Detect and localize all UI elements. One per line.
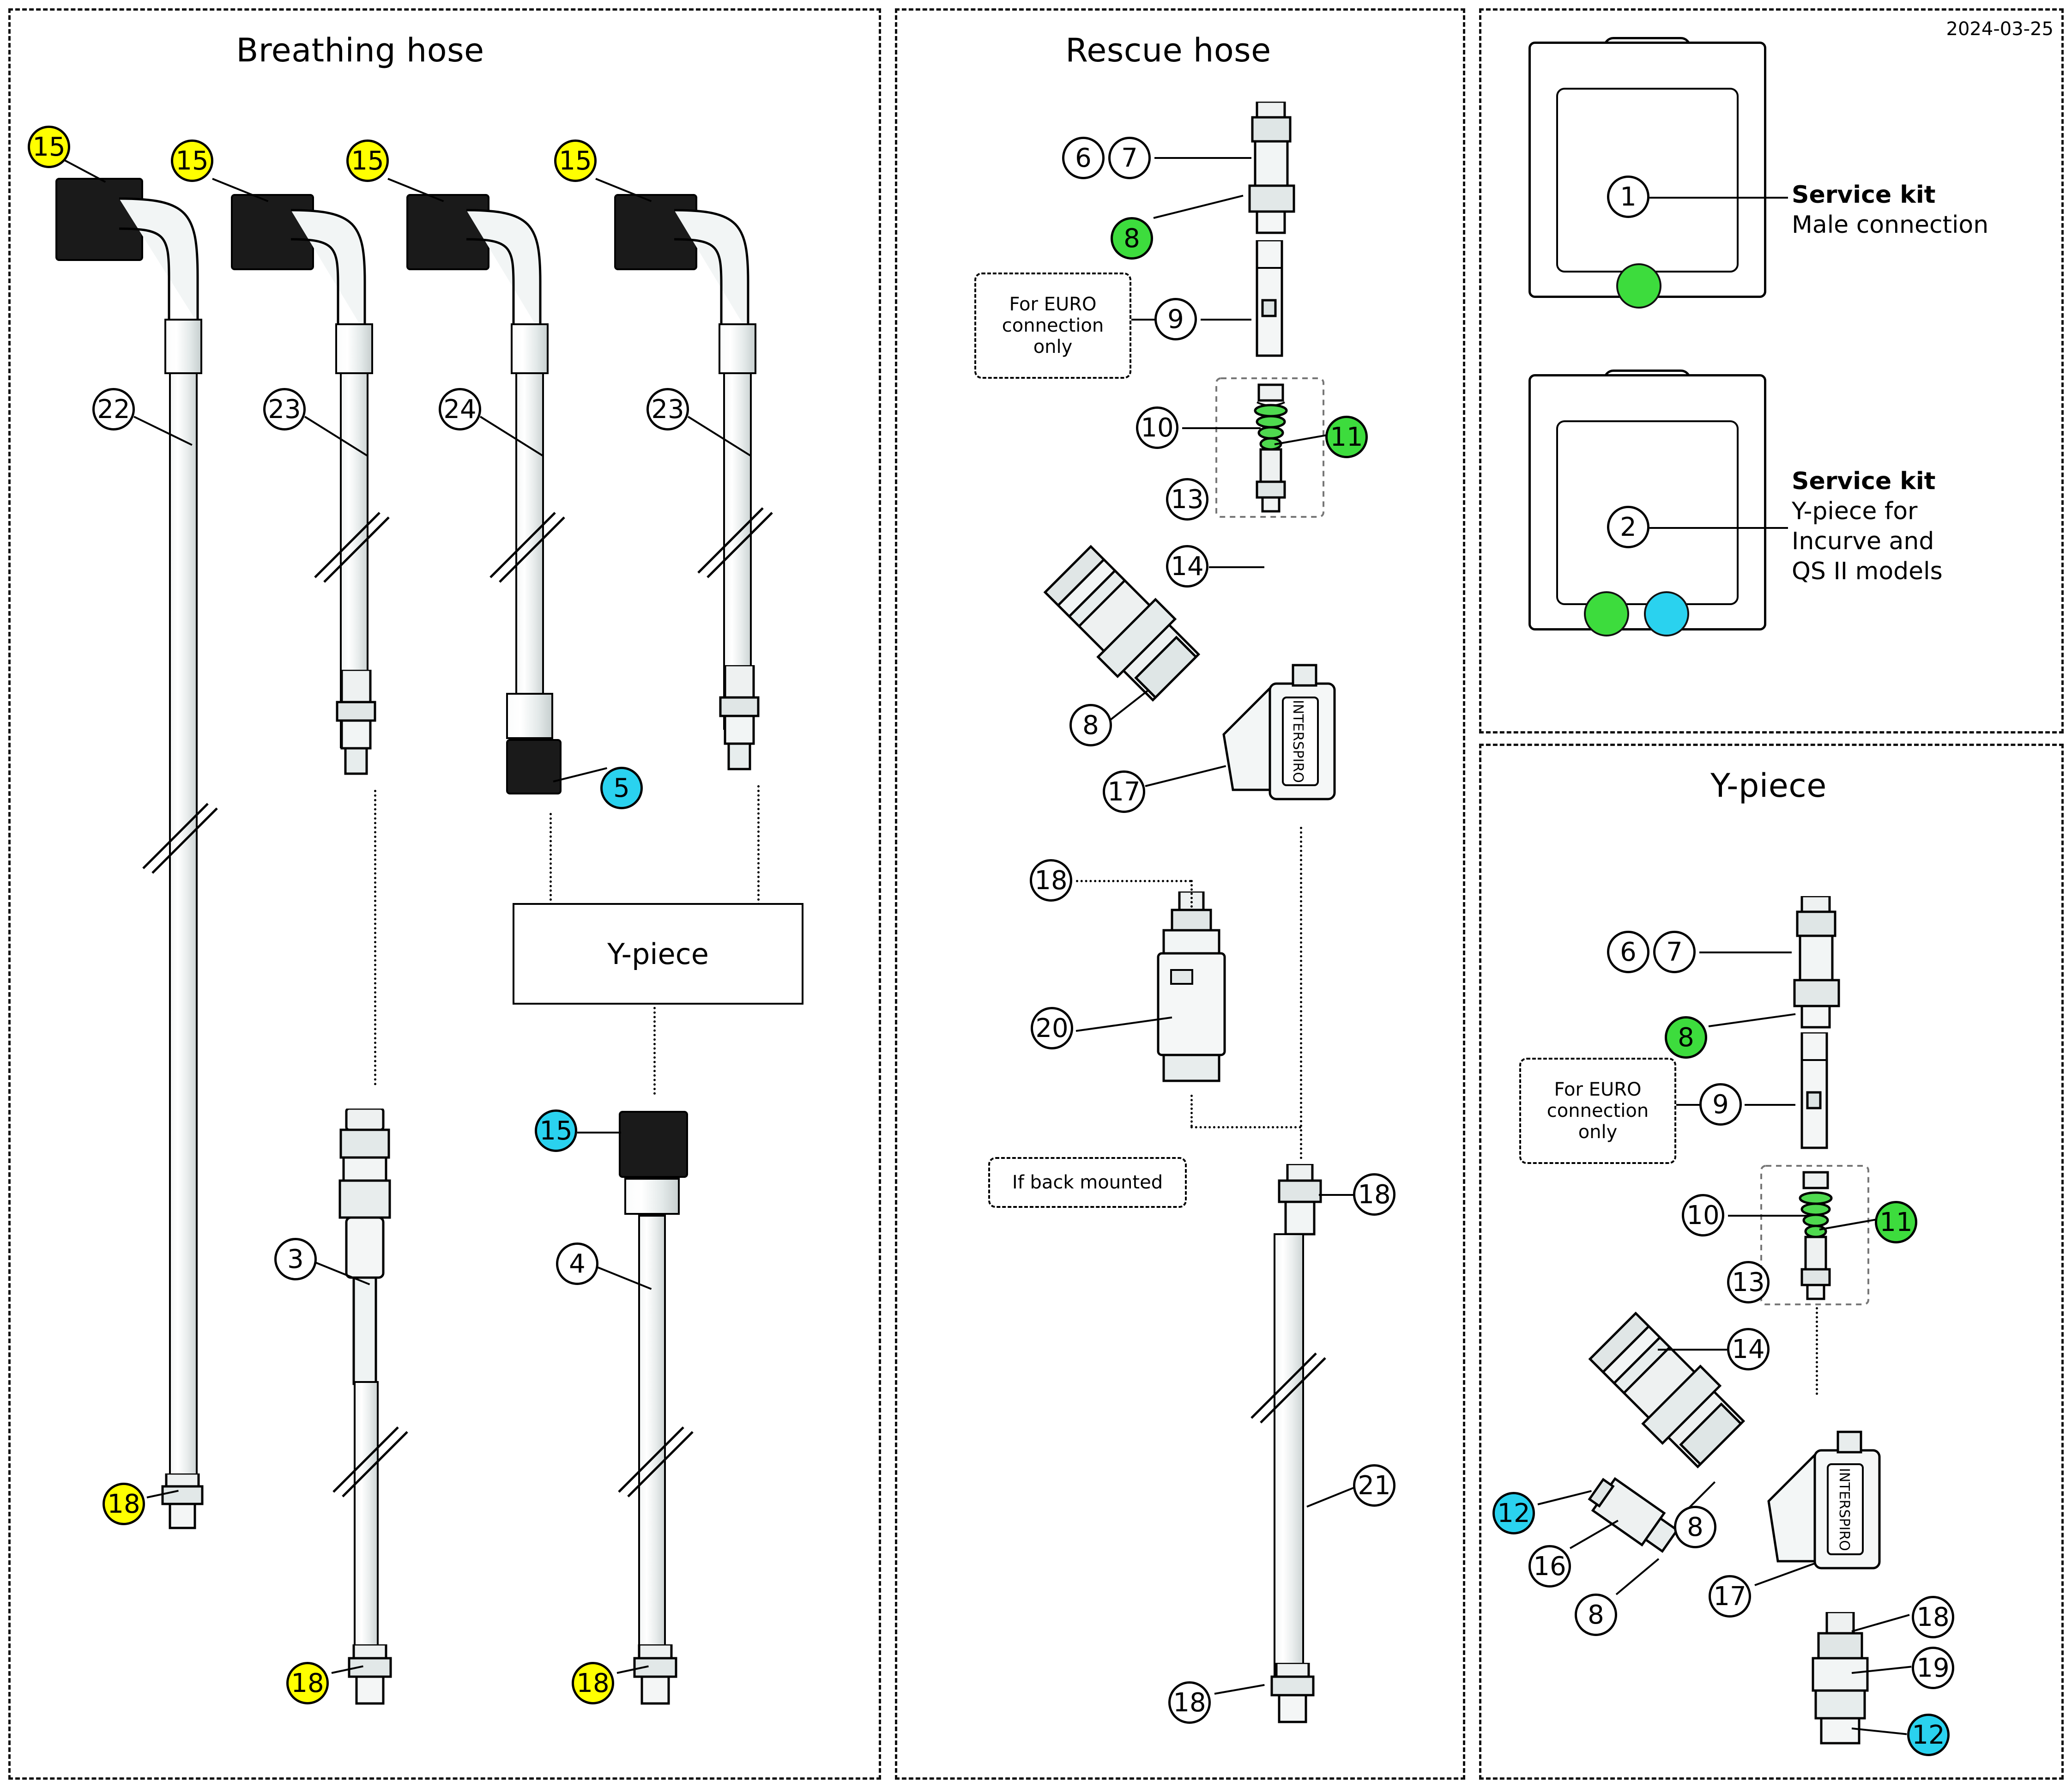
date-stamp: 2024-03-25 (1946, 18, 2054, 40)
hose4-bend (670, 199, 780, 339)
balloon-23-1[interactable]: 23 (263, 388, 306, 430)
balloon-r-18c[interactable]: 18 (1168, 1681, 1211, 1724)
hose2-break-mark (310, 508, 403, 593)
rescue-hose-end-connector (1259, 1663, 1328, 1729)
rescue-back-mounted-note: If back mounted (988, 1157, 1187, 1208)
rescue-18a-dots (1076, 880, 1191, 882)
balloon-r-18a[interactable]: 18 (1030, 859, 1072, 902)
ypiece-bottom-fitting (1792, 1612, 1893, 1762)
hose2-assembly-dots (374, 790, 376, 1085)
rescue-hose-body (1274, 1233, 1304, 1677)
balloon-18-1[interactable]: 18 (103, 1483, 145, 1525)
hose1-body (169, 319, 198, 1492)
balloon-kit1[interactable]: 1 (1607, 176, 1649, 218)
service-kit2-label (1792, 467, 2055, 587)
balloon-y-14[interactable]: 14 (1727, 1328, 1770, 1370)
balloon-y-16[interactable]: 16 (1528, 1545, 1571, 1588)
leader-r-10 (1182, 427, 1261, 429)
rescue-euro-note (974, 273, 1131, 379)
balloon-y-11[interactable]: 11 (1875, 1201, 1917, 1243)
balloon-15-2[interactable]: 15 (171, 139, 213, 182)
leader-r-14 (1209, 566, 1264, 568)
title-rescue-hose: Rescue hose (1065, 31, 1271, 69)
ypiece-euro-note (1519, 1058, 1676, 1164)
balloon-4[interactable]: 4 (556, 1243, 598, 1285)
item4-ferrule (624, 1178, 680, 1215)
hose2-bend (286, 199, 397, 339)
balloon-15-5[interactable]: 15 (535, 1109, 577, 1152)
title-y-piece-panel: Y-piece (1710, 767, 1827, 805)
hose4-upper-ferrule (719, 323, 756, 374)
hose3-lower-black-cap (506, 739, 562, 794)
rescue-20-dots-h (1190, 1126, 1301, 1128)
leader-y-10 (1728, 1215, 1809, 1217)
hose4-break-mark (694, 503, 786, 588)
hose2-lower-connector (329, 670, 384, 778)
balloon-r-8b[interactable]: 8 (1069, 704, 1112, 746)
item4-end-connector (622, 1644, 692, 1711)
hose1-lower-connector (152, 1473, 222, 1535)
balloon-y-13[interactable]: 13 (1727, 1261, 1770, 1303)
balloon-r-7[interactable]: 7 (1108, 137, 1151, 179)
balloon-23-2[interactable]: 23 (646, 388, 689, 430)
service-kit2-desc-l1: Y-piece for (1792, 497, 1918, 525)
balloon-kit2[interactable]: 2 (1607, 506, 1649, 548)
balloon-r-21[interactable]: 21 (1353, 1464, 1395, 1507)
rescue-18a-dots-v (1190, 880, 1193, 908)
balloon-22[interactable]: 22 (92, 388, 135, 430)
leader-15-5 (577, 1132, 621, 1133)
service-kit2-title: Service kit (1792, 467, 1936, 495)
hose1-upper-ferrule (164, 319, 202, 374)
hose3-lower-ferrule (506, 693, 553, 739)
rescue-hose-break-mark (1247, 1349, 1339, 1434)
kit2-green-dot (1584, 591, 1629, 636)
balloon-y-19[interactable]: 19 (1912, 1647, 1954, 1689)
leader-y-6-7 (1699, 952, 1792, 953)
balloon-r-13[interactable]: 13 (1166, 478, 1208, 521)
balloon-y-18[interactable]: 18 (1912, 1596, 1954, 1638)
item4-black-cap (619, 1111, 688, 1178)
balloon-y-10[interactable]: 10 (1682, 1194, 1724, 1236)
kit1-green-dot (1616, 263, 1661, 309)
y-piece-box: Y-piece (513, 903, 803, 1005)
balloon-15-4[interactable]: 15 (554, 139, 597, 182)
hose3-upper-ferrule (511, 323, 549, 374)
leader-r-9 (1201, 319, 1251, 321)
balloon-r-20[interactable]: 20 (1031, 1007, 1073, 1049)
balloon-18-2[interactable]: 18 (286, 1662, 329, 1704)
balloon-r-9[interactable]: 9 (1154, 298, 1197, 340)
balloon-r-8a[interactable]: 8 (1111, 217, 1153, 260)
rescue-stem-9 (1241, 240, 1297, 362)
hose2-upper-ferrule (335, 323, 373, 374)
y-piece-box-dots (653, 1007, 656, 1095)
hose1-bend (115, 185, 230, 330)
ypiece-euro-note-l2: connection (1546, 1100, 1649, 1121)
item4-break-mark (614, 1423, 707, 1508)
item3-break-mark (329, 1423, 421, 1508)
leader-y-9 (1745, 1104, 1795, 1106)
ypiece-stem-9 (1786, 1032, 1842, 1154)
leader-kit2 (1649, 527, 1788, 529)
hose3-bend (462, 199, 573, 339)
leader-r-18b (1319, 1194, 1356, 1196)
balloon-5[interactable]: 5 (600, 767, 643, 809)
balloon-15-3[interactable]: 15 (346, 139, 389, 182)
balloon-15-1[interactable]: 15 (28, 126, 70, 168)
item3-end-connector (337, 1644, 406, 1711)
ypiece-euro-note-l1: For EURO (1554, 1079, 1642, 1100)
rescue-20-dots-v (1190, 1095, 1193, 1127)
service-kit1-window (1556, 88, 1739, 273)
svg-text:INTERSPIRO: INTERSPIRO (1836, 1468, 1852, 1551)
hose3-assembly-dots (550, 813, 552, 905)
kit2-cyan-dot (1644, 591, 1689, 636)
service-kit2-desc-l2: Incurve and (1792, 527, 1934, 555)
balloon-r-6[interactable]: 6 (1062, 137, 1105, 179)
leader-r-6-7 (1154, 157, 1251, 159)
leader-kit1 (1649, 197, 1788, 199)
service-kit1-desc: Male connection (1792, 211, 1989, 239)
hose3-break-mark (486, 508, 578, 593)
rescue-y-to-hose-dots (1300, 827, 1302, 1159)
balloon-r-11[interactable]: 11 (1325, 416, 1368, 458)
service-kit2-window (1556, 420, 1739, 605)
ypiece-y-body (1519, 1256, 1898, 1600)
balloon-y-9[interactable]: 9 (1699, 1083, 1742, 1126)
balloon-3[interactable]: 3 (274, 1238, 317, 1280)
rescue-back-mount-block (1131, 891, 1251, 1115)
balloon-24[interactable]: 24 (439, 388, 481, 430)
balloon-y-8b[interactable]: 8 (1575, 1594, 1617, 1636)
balloon-y-8c[interactable]: 8 (1674, 1506, 1716, 1548)
rescue-euro-note-l2: connection (1002, 315, 1104, 336)
balloon-y-6[interactable]: 6 (1607, 931, 1649, 973)
item3-assembly (319, 1109, 411, 1388)
title-breathing-hose: Breathing hose (236, 31, 484, 69)
ypiece-euro-note-l3: only (1578, 1121, 1618, 1143)
rescue-euro-note-l1: For EURO (1009, 294, 1097, 315)
balloon-y-12b[interactable]: 12 (1907, 1714, 1950, 1756)
balloon-y-7[interactable]: 7 (1653, 931, 1696, 973)
balloon-y-12a[interactable]: 12 (1492, 1492, 1535, 1534)
service-kit2-desc-l3: QS II models (1792, 558, 1943, 585)
balloon-y-8a[interactable]: 8 (1665, 1016, 1707, 1059)
service-kit1-label (1792, 180, 2050, 240)
hose4-assembly-dots (757, 785, 760, 905)
balloon-r-17[interactable]: 17 (1103, 770, 1145, 813)
hose1-break-mark (139, 799, 231, 884)
balloon-r-14[interactable]: 14 (1166, 545, 1208, 588)
balloon-r-18b[interactable]: 18 (1353, 1173, 1395, 1216)
service-kit1-title: Service kit (1792, 181, 1936, 209)
svg-text:INTERSPIRO: INTERSPIRO (1290, 700, 1306, 783)
rescue-euro-note-l3: only (1033, 336, 1073, 358)
balloon-r-10[interactable]: 10 (1136, 406, 1178, 449)
balloon-18-3[interactable]: 18 (572, 1662, 614, 1704)
rescue-hose-top-connector (1265, 1164, 1335, 1240)
leader-y-14 (1658, 1349, 1727, 1351)
hose4-lower-connector (712, 665, 767, 773)
balloon-y-17[interactable]: 17 (1709, 1575, 1751, 1618)
